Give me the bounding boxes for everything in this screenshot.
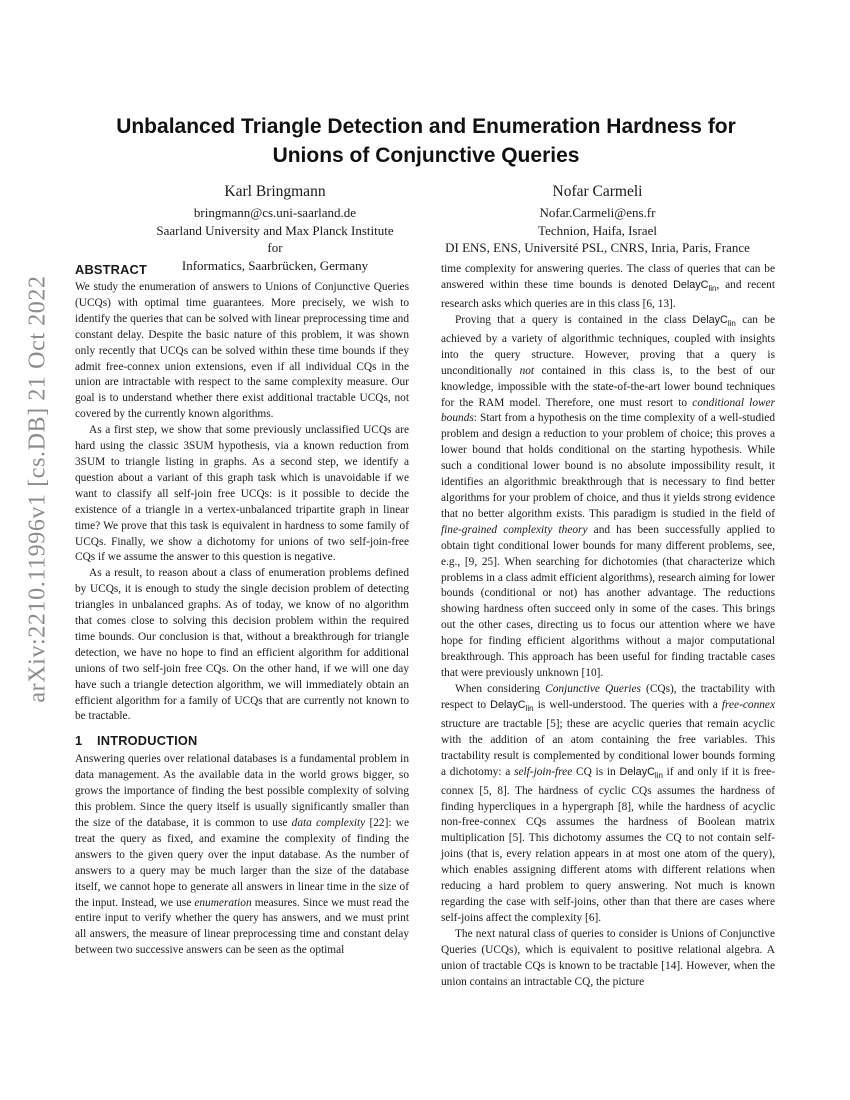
arxiv-identifier-text: arXiv:2210.11996v1 [cs.DB] 21 Oct 2022 (24, 275, 51, 703)
introduction-paragraph-4: The next natural class of queries to consider is Unions of Conjunctive Queries (UCQs), which is equivalent to positive relational algebra. A union of tractable CQs is known to be tractable [14]. However, when the union contains an intractable CQ, the picture (441, 927, 775, 988)
author-block-1 (150, 182, 400, 274)
emphasis-text: Conjunctive Queries (545, 682, 641, 695)
arxiv-identifier-stamp (22, 268, 54, 710)
abstract-paragraph-2: As a first step, we show that some previously unclassified UCQs are hard using the classic 3SUM hypothesis, via a known reduction from 3SUM to triangle listing in graphs. As a second step, we identify a question about a variant of this graph task which is unavoidable if we want to classify all self-join free UCQs: is it possible to decide the existence of a triangle in a vertex-unbalanced tripartite graph in linear time? We prove that this task is equivalent in hardness to some family of UCQs. Finally, we show a dichotomy for unions of two self-join-free CQs if we assume the answer to this question is negative. (75, 424, 409, 564)
abstract-paragraph-1: We study the enumeration of answers to Unions of Conjunctive Queries (UCQs) with optimal time guarantees. More precisely, we wish to identify the queries that can be solved with linear preprocessing time and constant delay. Despite the basic nature of this problem, it was shown only recently that UCQs can be solved within these time bounds if they admit free-connex union extensions, even if all individual CQs in the union are intractable with respect to the same complexity measure. Our goal is to understand whether there exist additional tractable UCQs, not covered by the currently known algorithms. (75, 281, 409, 421)
emphasis-text: conditional lower bounds (441, 396, 776, 425)
author-affiliation-line: Technion, Haifa, Israel (538, 222, 657, 238)
complexity-class-name: DelayC$_{lin}$ (692, 313, 736, 329)
section-number: 1 (75, 733, 83, 749)
complexity-class-name: DelayC$_{lin}$ (673, 278, 717, 294)
author-affiliation-line: DI ENS, ENS, Université PSL, CNRS, Inria, Paris, France (445, 240, 750, 255)
emphasis-text: data complexity (291, 817, 366, 829)
introduction-paragraph-2: Proving that a query is contained in the class DelayC$_{lin}$ can be achieved by a variety of algorithmic techniques, coupled with insights into the query structure. However, proving that a query is unconditionally not contained in this class is, to the best of our knowledge, impossible with the state-of-the-art lower bound techniques for the RAM model. Therefore, one must resort to conditional lower bounds: Start from a hypothesis on the time complexity of a well-studied problem and design a reduction to your problem of choice; this proves a lower bound that holds conditional on the starting hypothesis. While such a conditional lower bound is no absolute impossibility result, it identifies an algorithmic breakthrough that is necessary to find better algorithms for your problem of choice, and thus it yields strong evidence that no better algorithm exists. This paradigm is studied in the field of fine-grained complexity theory and has been successfully applied to obtain tight conditional lower bounds for many different problems, see, e.g., [9, 25]. When searching for dichotomies (that characterize which problems in a class admit efficient algorithms), research aiming for lower bounds (conditional or not) has another advantage. The reductions showing hardness often succeed only in some of the cases. This brings out the other cases, directing us to focus our attention where we have hope for finding efficient algorithms without a major computational breakthrough. This approach has been useful for finding tractable cases that were previously unknown [10]. (441, 313, 776, 679)
author-email[interactable]: bringmann@cs.uni-saarland.de (193, 205, 357, 220)
introduction-paragraph-continued: time complexity for answering queries. The class of queries that can be answered within these time bounds is denoted DelayC$_{lin}$, and recent research asks which queries are in this class [6, 13]. (441, 263, 775, 310)
paper-title-line-2: Unions of Conjunctive Queries (272, 144, 580, 167)
author-affiliation-line: Informatics, Saarbrücken, Germany (181, 257, 369, 273)
abstract-heading: ABSTRACT (75, 262, 147, 277)
emphasis-text: not (519, 364, 535, 377)
introduction-paragraph-1: Answering queries over relational databases is a fundamental problem in data management. As the available data in the world grows bigger, so grows the importance of finding the best possible complexity of solving this problem. Since the query itself is usually significantly smaller than the size of the database, it is common to use data complexity [22]: we treat the query as fixed, and examine the complexity of finding the answers to the given query over the input database. As the number of answers to a query may be much larger than the size of the database itself, we cannot hope to generate all answers in linear time in the size of the input. Instead, we use enumeration measures. Since we must read the entire input to verify whether the query has answers, and we must print all answers, the measure of linear preprocessing time and constant delay between two successive answers can be seen as the optimal (75, 753, 409, 957)
author-name: Nofar Carmeli (552, 183, 643, 200)
introduction-paragraph-3: When considering Conjunctive Queries (CQs), the tractability with respect to DelayC$_{lin}$ is well-understood. The queries with a free-connex structure are tractable [5]; these are acyclic queries that remain acyclic with the addition of an atom containing the free variables. This tractability result is complemented by conditional lower bounds forming a dichotomy: a self-join-free CQ is in DelayC$_{lin}$ if and only if it is free-connex [5, 8]. The hardness of cyclic CQs assumes the hardness of finding hypercliques in a hypergraph [8], while the hardness of acyclic non-free-connex CQs assumes the hardness of Boolean matrix multiplication [5]. This dichotomy assumes the CQ to not contain self-joins (that is, every relation appears in at most one atom of the query), which enables assigning different atoms with different relations when reducing a hard problem to query answering. Not much is known regarding the case with self-joins, other than that there are cases where self-joins affect the complexity [6]. (441, 682, 775, 924)
abstract-paragraph-3: As a result, to reason about a class of enumeration problems defined by UCQs, it is enough to study the single decision problem of detecting triangles in unbalanced graphs. As of today, we know of no algorithm that comes close to solving this decision problem within the required time bounds. Our conclusion is that, without a breakthrough for triangle detection, we have no hope to find an efficient algorithm for additional unions of two self-join free CQs. On the other hand, if we will one day have such a triangle detection algorithm, we will immediately obtain an efficient algorithm for a family of UCQs that are currently not known to be tractable. (75, 567, 409, 723)
complexity-class-name: DelayC$_{lin}$ (619, 765, 663, 780)
complexity-class-name: DelayC$_{lin}$ (490, 698, 534, 713)
emphasis-text: enumeration (194, 896, 252, 909)
emphasis-text: self-join-free (514, 765, 573, 778)
author-block-2 (425, 182, 770, 257)
author-name: Karl Bringmann (224, 183, 326, 200)
section-title: INTRODUCTION (97, 733, 198, 749)
author-email[interactable]: Nofar.Carmeli@ens.fr (539, 205, 656, 220)
emphasis-text: fine-grained complexity theory (441, 523, 588, 536)
author-affiliation-line: Saarland University and Max Planck Institute for (156, 222, 394, 255)
right-column (441, 262, 775, 990)
left-column (75, 262, 409, 959)
emphasis-text: free-connex (721, 698, 775, 711)
paper-title (70, 112, 782, 170)
paper-title-line-1: Unbalanced Triangle Detection and Enumeration Hardness for (116, 115, 736, 138)
introduction-heading (75, 733, 409, 749)
